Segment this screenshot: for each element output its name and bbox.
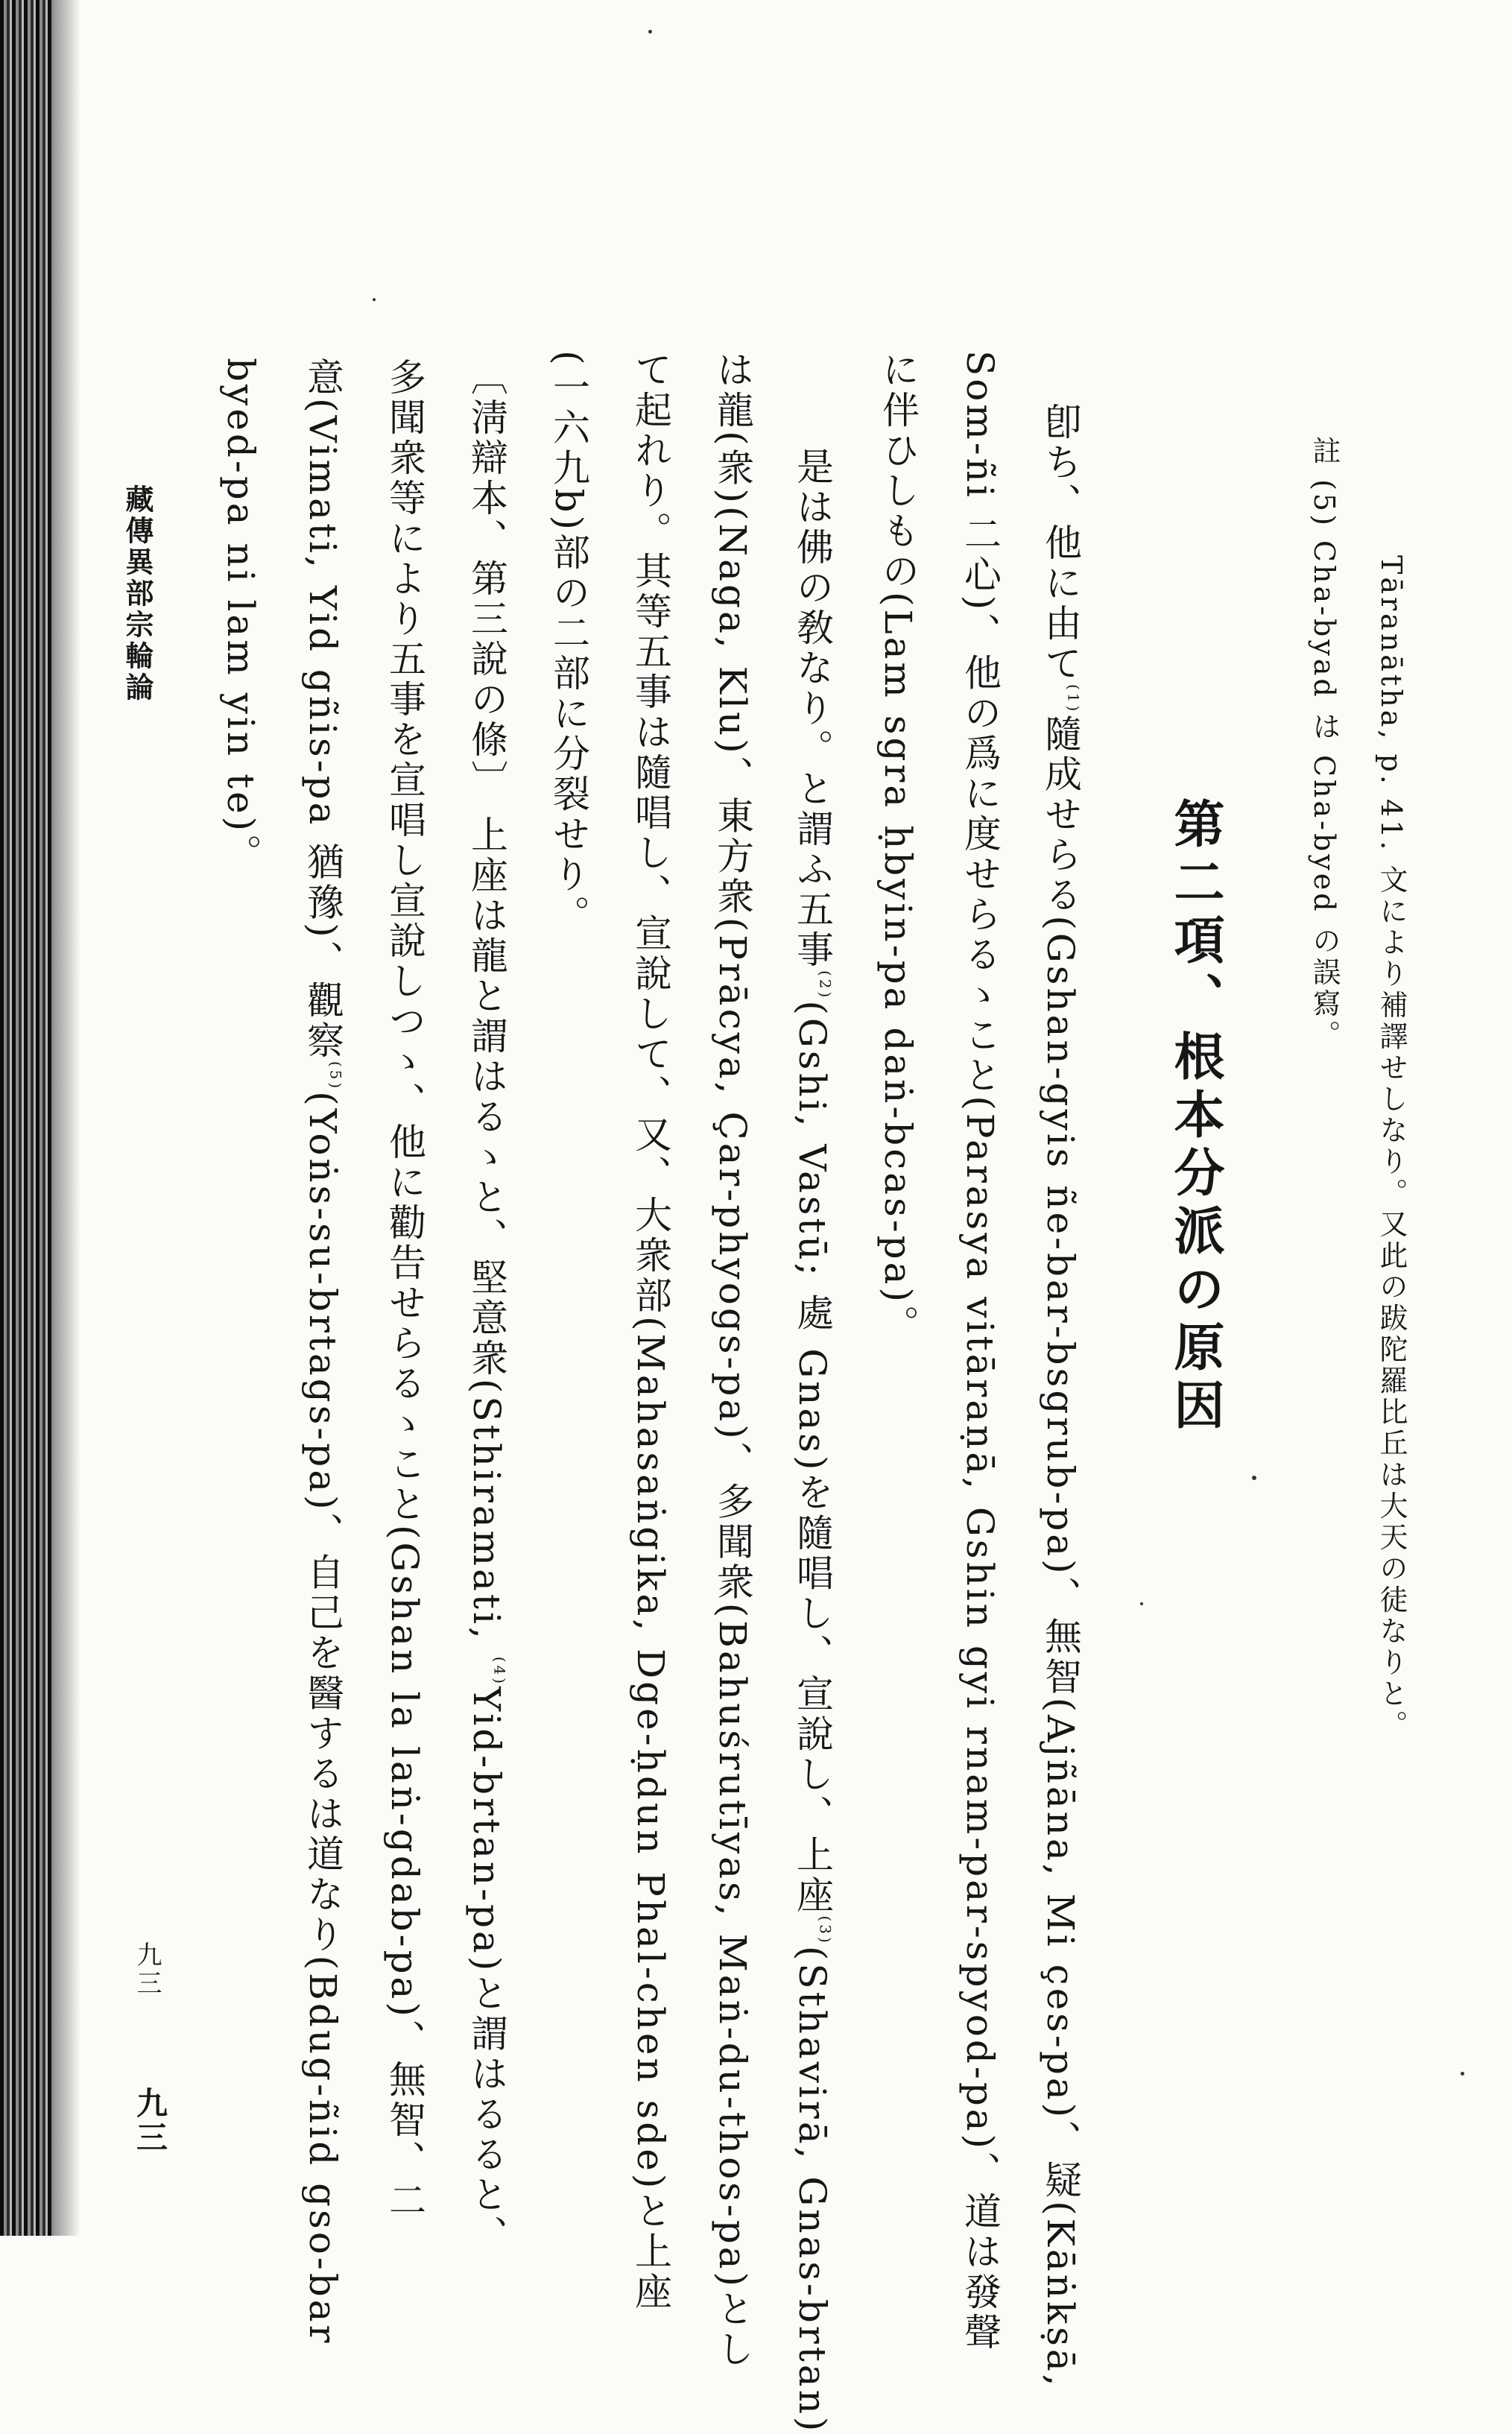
body-text: 卽ち、他に由て (1039, 402, 1082, 684)
body-text: 是は佛の敎なり。と謂ふ五事 (791, 447, 834, 970)
page-number: 九三 (132, 2087, 168, 2155)
body-line-3: に伴ひしもの(Lam sgra ḥbyin-pa daṅ-bcas-pa)。 (876, 350, 920, 1345)
footnote-line-2: 註 (5) Cha-byad は Cha-byed の誤寫。 (1308, 436, 1341, 1052)
binding-gradient (54, 0, 80, 2236)
footnote-line-1: Tāranātha, p. 41. 文により補譯せしなり。又此の跋陀羅比丘は大天の徒なりと。 (1375, 555, 1408, 1742)
book-title: 藏傳異部宗輪論 (121, 484, 154, 704)
page-number-small: 九三 (132, 1941, 162, 1998)
body-line-11: byed-pa ni lam yin te)。 (219, 358, 262, 875)
scan-speck (1140, 1602, 1143, 1605)
body-line-7: (一六九b)部の二部に分裂せり。 (547, 350, 590, 936)
scan-speck (373, 298, 376, 301)
body-text: Yid-brtan-pa)と謂はるると、 (465, 1687, 508, 2256)
footnote-ref-3: (3) (816, 1915, 835, 1946)
body-text: (Yoṅs-su-brtags-pa)、自己を醫するは道なり(Bdug-ñid gso-bar (301, 1091, 344, 2346)
scan-speck (1461, 2072, 1464, 2076)
scan-speck (648, 30, 652, 34)
body-line-6: て起れり。其等五事は隨唱し、宣說して、又、大衆部(Mahasaṅgika, Dge-ḥdun Phal-chen sde)と上座 (629, 350, 672, 2313)
body-text: 隨成せらる(Gshan-gyis ñe-bar-bsgrub-pa)、無智(Ajñāna, Mi çes-pa)、疑(Kāṅkṣā, (1039, 714, 1082, 2389)
section-title: 第二項、根本分派の原因 (1165, 797, 1225, 1437)
body-line-5: は龍(衆)(Naga, Klu)、東方衆(Prācya, Çar-phyogs-pa)、多聞衆(Bahuśrutīyas, Maṅ-du-thos-pa)とし (711, 350, 754, 2371)
body-text: 意(Vimati, Yid gñis-pa 猶豫)、觀察 (301, 358, 344, 1061)
body-line-2: Som-ñi 二心)、他の爲に度せらるゝこと(Parasya vitāraṇā, Gshin gyi rnam-par-spyod-pa)、道は發聲 (958, 350, 1002, 2354)
body-text: 〔淸辯本、第三說の條〕 上座は龍と謂はるゝと、堅意衆(Sthiramati, (465, 358, 508, 1657)
body-line-1 (1039, 402, 1083, 2389)
footnote-ref-5: (5) (326, 1060, 345, 1092)
footnote-ref-2: (2) (816, 970, 835, 1001)
body-line-4 (791, 447, 835, 2434)
scan-speck (1252, 1476, 1256, 1480)
body-line-10 (301, 358, 345, 2346)
body-text: (Gshi, Vastū; 處 Gnas)を隨唱し、宣說し、上座 (791, 1000, 834, 1916)
body-text: (Sthavirā, Gnas-brtan) (791, 1945, 834, 2434)
body-line-9: 多聞衆等により五事を宣唱し宣說しつゝ、他に勸告せらるゝこと(Gshan la laṅ-gdab-pa)、無智、二 (383, 358, 426, 2221)
book-binding-shadow (0, 0, 54, 2236)
body-line-8 (465, 358, 509, 2256)
footnote-ref-4: (4) (490, 1656, 509, 1687)
footnote-ref-1: (1) (1064, 684, 1083, 715)
